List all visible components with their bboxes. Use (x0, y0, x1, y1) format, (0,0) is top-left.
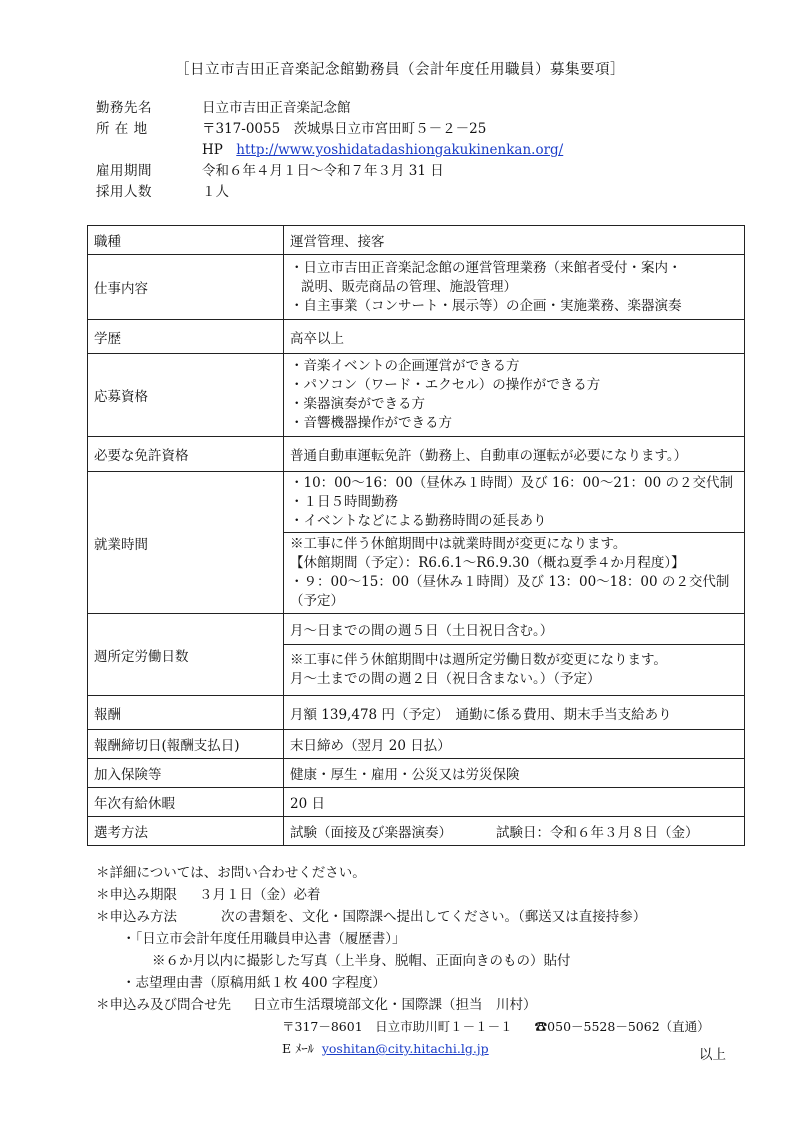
pay-cutoff-value: 末日締め（翌月 20 日払） (284, 730, 745, 759)
days-closure-value: ※工事に伴う休館期間中は週所定労働日数が変更になります。 月～土までの間の週２日（祝日含まない。）（予定） (284, 645, 745, 696)
hp-row (96, 140, 563, 161)
pay-cutoff-label: 報酬締切日(報酬支払日) (88, 730, 284, 759)
leave-label: 年次有給休暇 (88, 788, 284, 817)
note-address (96, 1016, 710, 1038)
period-value: 令和６年４月１日～令和７年３月 31 日 (202, 163, 444, 179)
job-type-label: 職種 (88, 226, 284, 255)
pay-value: 月額 139,478 円（予定） 通勤に係る費用、期末手当支給あり (284, 696, 745, 730)
email-label: E ﾒｰﾙ (282, 1041, 314, 1056)
days-normal-value: 月～日までの間の週５日（土日祝日含む。） (284, 614, 745, 645)
workplace-row (96, 98, 563, 119)
hp-link[interactable]: http://www.yoshidatadashiongakukinenkan.org/ (236, 142, 564, 158)
period-row (96, 161, 563, 182)
license-label: 必要な免許資格 (88, 437, 284, 472)
count-row (96, 182, 563, 203)
table-row (88, 354, 745, 437)
table-row (88, 788, 745, 817)
insurance-value: 健康・厚生・雇用・公災又は労災保険 (284, 759, 745, 788)
note-essay: ・志望理由書（原稿用紙１枚 400 字程度） (122, 975, 386, 991)
pay-label: 報酬 (88, 696, 284, 730)
qualification-label: 応募資格 (88, 354, 284, 437)
table-row (88, 614, 745, 645)
leave-value: 20 日 (284, 788, 745, 817)
license-value: 普通自動車運転免許（勤務上、自動車の運転が必要になります。） (284, 437, 745, 472)
address-value: 〒317-0055 茨城県日立市宮田町５－２－25 (202, 121, 487, 137)
note-photo: ※６か月以内に撮影した写真（上半身、脱帽、正面向きのもの）貼付 (152, 953, 571, 969)
hp-label: HP (202, 142, 223, 158)
job-content-label: 仕事内容 (88, 255, 284, 320)
recruitment-table (87, 225, 745, 846)
postal-address: 〒317－8601 日立市助川町１－１－１ (282, 1019, 513, 1034)
note-method: ＊申込み方法 次の書類を、文化・国際課へ提出してください。（郵送又は直接持参） (96, 909, 647, 925)
note-deadline: ＊申込み期限 ３月１日（金）必着 (96, 887, 321, 903)
table-row (88, 817, 745, 846)
table-row (88, 226, 745, 255)
address-label: 所 在 地 (96, 121, 148, 137)
page-title: ［日立市吉田正音楽記念館勤務員（会計年度任用職員）募集要項］ (175, 62, 625, 78)
info-block (96, 98, 563, 203)
closing-text: 以上 (699, 1047, 726, 1063)
table-row (88, 730, 745, 759)
table-row (88, 696, 745, 730)
qualification-value: ・音楽イベントの企画運営ができる方 ・パソコン（ワード・エクセル）の操作ができる方 ・楽器演奏ができる方 ・音響機器操作ができる方 (284, 354, 745, 437)
workplace-value: 日立市吉田正音楽記念館 (202, 100, 351, 116)
note-email (96, 1038, 710, 1060)
note-contact: ＊申込み及び問合せ先 日立市生活環境部文化・国際課（担当 川村） (96, 997, 537, 1013)
hours-label: 就業時間 (88, 472, 284, 614)
insurance-label: 加入保険等 (88, 759, 284, 788)
table-row (88, 472, 745, 533)
job-type-value: 運営管理、接客 (284, 226, 745, 255)
education-value: 高卒以上 (284, 320, 745, 354)
table-row (88, 437, 745, 472)
notes-block (96, 862, 710, 1060)
hours-normal-value: ・10：00～16：00（昼休み１時間）及び 16：00～21：00 の２交代制 ・１日５時間勤務 ・イベントなどによる勤務時間の延長あり (284, 472, 745, 533)
note-details: ＊詳細については、お問い合わせください。 (96, 865, 366, 881)
email-link[interactable]: yoshitan@city.hitachi.lg.jp (321, 1041, 489, 1056)
workplace-label: 勤務先名 (96, 100, 152, 116)
selection-value (284, 817, 745, 846)
phone-number: ☎050－5528－5062（直通） (534, 1019, 710, 1034)
table-row (88, 255, 745, 320)
note-application-form: ・「日立市会計年度任用職員申込書（履歴書）」 (122, 931, 406, 947)
education-label: 学歴 (88, 320, 284, 354)
count-value: １人 (202, 184, 229, 200)
days-label: 週所定労働日数 (88, 614, 284, 696)
job-content-value: ・日立市吉田正音楽記念館の運営管理業務（来館者受付・案内・ 説明、販売商品の管理、施設管理） ・自主事業（コンサート・展示等）の企画・実施業務、楽器演奏 (284, 255, 745, 320)
table-row (88, 759, 745, 788)
selection-method: 試験（面接及び楽器演奏） (290, 825, 452, 841)
selection-date: 試験日：令和６年３月８日（金） (496, 825, 699, 841)
address-row (96, 119, 563, 140)
table-row (88, 320, 745, 354)
hours-closure-value: ※工事に伴う休館期間中は就業時間が変更になります。 【休館期間（予定）：R6.6.1～R6.9.30（概ね夏季４か月程度）】 ・９：00～15：00（昼休み１時間）及び 13：00～18：00 の２交代制 （予定） (284, 533, 745, 614)
period-label: 雇用期間 (96, 163, 152, 179)
count-label: 採用人数 (96, 184, 152, 200)
selection-label: 選考方法 (88, 817, 284, 846)
